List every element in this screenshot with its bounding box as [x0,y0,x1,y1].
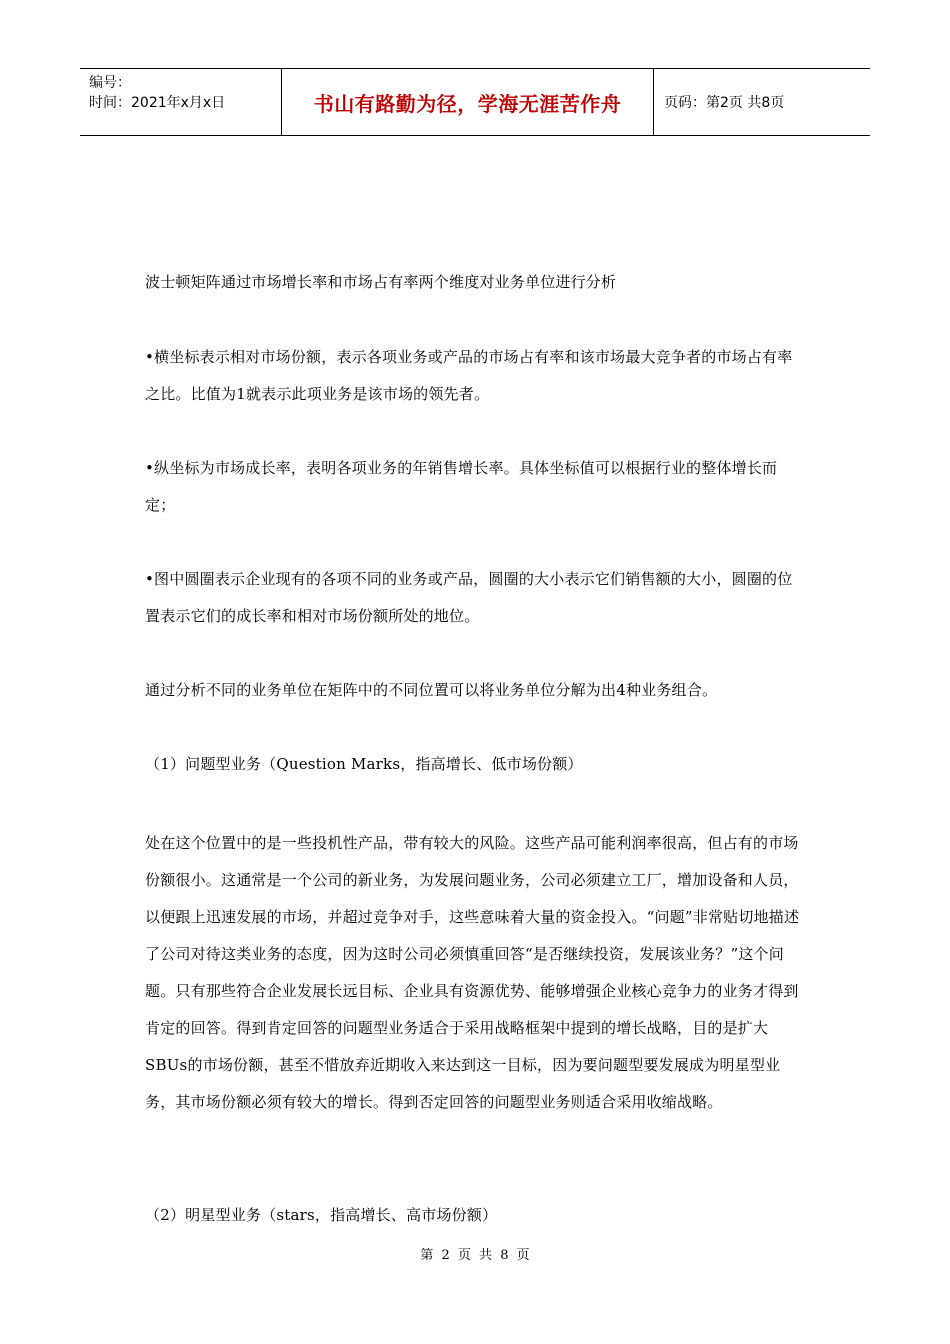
header-page-info: 页码：第2页 共8页 [664,95,785,111]
paragraph-question-marks-body: 处在这个位置中的是一些投机性产品，带有较大的风险。这些产品可能利润率很高，但占有的市场份额很小。这通常是一个公司的新业务，为发展问题业务，公司必须建立工厂，增加设备和人员，以便跟上迅速发展的市场，并超过竞争对手，这些意味着大量的资金投入。“问题”非常贴切地描述了公司对待这类业务的态度，因为这时公司必须慎重回答“是否继续投资，发展该业务？”这个问题。只有那些符合企业发展长远目标、企业具有资源优势、能够增强企业核心竞争力的业务才得到肯定的回答。得到肯定回答的问题型业务适合于采用战略框架中提到的增长战略，目的是扩大SBUs的市场份额，甚至不惜放弃近期收入来达到这一目标，因为要问题型要发展成为明星型业务，其市场份额必须有较大的增长。得到否定回答的问题型业务则适合采用收缩战略。 [145,834,800,1111]
paragraph-bullet-x-axis: •横坐标表示相对市场份额，表示各项业务或产品的市场占有率和该市场最大竞争者的市场占有率之比。比值为1就表示此项业务是该市场的领先者。 [145,348,793,403]
paragraph-intro: 波士顿矩阵通过市场增长率和市场占有率两个维度对业务单位进行分析 [145,273,617,291]
paragraph-bullet-y-axis: •纵坐标为市场成长率，表明各项业务的年销售增长率。具体坐标值可以根据行业的整体增长而定； [145,459,778,514]
paragraph-four-combinations: 通过分析不同的业务单位在矩阵中的不同位置可以将业务单位分解为出4种业务组合。 [145,681,718,699]
header-meta [80,69,281,135]
heading-question-marks: （1）问题型业务（Question Marks，指高增长、低市场份额） [145,755,583,773]
number-label: 编号： [89,75,131,91]
header-motto: 书山有路勤为径，学海无涯苦作舟 [281,69,654,135]
document-header [80,68,870,136]
page-footer: 第 2 页 共 8 页 [420,1248,530,1263]
paragraph-bullet-circles: •图中圆圈表示企业现有的各项不同的业务或产品，圆圈的大小表示它们销售额的大小，圆圈的位置表示它们的成长率和相对市场份额所处的地位。 [145,570,793,625]
heading-stars: （2）明星型业务（stars，指高增长、高市场份额） [145,1206,498,1224]
date-label: 时间：2021年x月x日 [89,95,226,111]
